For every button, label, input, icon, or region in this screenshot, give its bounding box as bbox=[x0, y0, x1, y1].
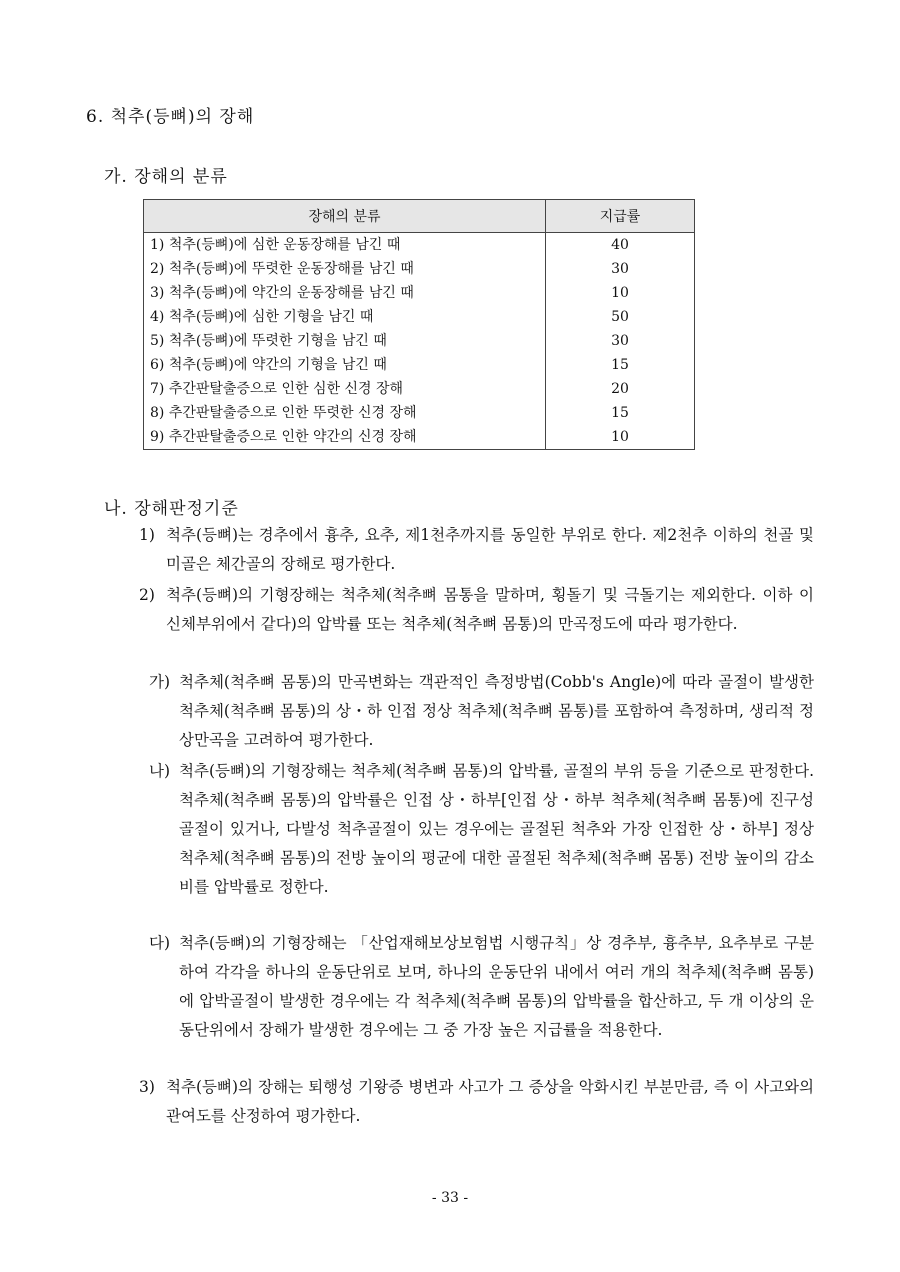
table-header-rate: 지급률 bbox=[546, 200, 695, 233]
criterion-text: 척추(등뼈)의 장해는 퇴행성 기왕증 병변과 사고가 그 증상을 악화시킨 부분만큼, 즉 이 사고와의 관여도를 산정하여 평가한다. bbox=[166, 1078, 814, 1125]
category-item: 8) 추간판탈출증으로 인한 뚜렷한 신경 장해 bbox=[150, 405, 417, 421]
rate-value: 15 bbox=[611, 405, 629, 421]
subsection-title-criteria: 나. 장해판정기준 bbox=[104, 499, 239, 519]
rate-value: 10 bbox=[611, 285, 629, 301]
table-row-group bbox=[144, 233, 695, 306]
table-row-group bbox=[144, 377, 695, 450]
category-item: 7) 추간판탈출증으로 인한 심한 신경 장해 bbox=[150, 381, 404, 397]
criterion-number: 3) bbox=[139, 1078, 155, 1096]
category-item: 4) 척추(등뼈)에 심한 기형을 남긴 때 bbox=[150, 309, 374, 325]
table-row-group bbox=[144, 305, 695, 377]
criterion-text: 척추(등뼈)의 기형장해는 척추체(척추뼈 몸통)의 압박률, 골절의 부위 등을 기준으로 판정한다. 척추체(척추뼈 몸통)의 압박률은 인접 상・하부[인접 상・하부 척추체(척추뼈 몸통)에 진구성 골절이 있거나, 다발성 척추골절이 있는 경우에는 골절된 척추와 가장 인접한 상・하부] 정상 척추체(척추뼈 몸통)의 전방 높이의 평균에 대한 골절된 척추체(척추뼈 몸통) 전방 높이의 감소비를 압박률로 정한다. bbox=[179, 762, 814, 896]
disability-rate-table bbox=[143, 199, 695, 450]
category-item: 2) 척추(등뼈)에 뚜렷한 운동장해를 남긴 때 bbox=[150, 261, 414, 277]
page-number: - 33 - bbox=[431, 1190, 469, 1206]
criterion-number: 나) bbox=[149, 762, 171, 780]
category-item: 9) 추간판탈출증으로 인한 약간의 신경 장해 bbox=[150, 429, 417, 445]
rate-value: 50 bbox=[611, 309, 629, 325]
criterion-text: 척추(등뼈)의 기형장해는 「산업재해보상보험법 시행규칙」상 경추부, 흉추부, 요추부로 구분하여 각각을 하나의 운동단위로 보며, 하나의 운동단위 내에서 여러 개의 척추체(척추뼈 몸통)에 압박골절이 발생한 경우에는 각 척추체(척추뼈 몸통)의 압박률을 합산하고, 두 개 이상의 운동단위에서 장해가 발생한 경우에는 그 중 가장 높은 지급률을 적용한다. bbox=[179, 934, 814, 1039]
rate-value: 20 bbox=[611, 381, 629, 397]
rate-value: 30 bbox=[611, 261, 629, 277]
subsection-title-classification: 가. 장해의 분류 bbox=[104, 167, 228, 187]
category-item: 6) 척추(등뼈)에 약간의 기형을 남긴 때 bbox=[150, 357, 387, 373]
criterion-text: 척추체(척추뼈 몸통)의 만곡변화는 객관적인 측정방법(Cobb's Angle)에 따라 골절이 발생한 척추체(척추뼈 몸통)의 상・하 인접 정상 척추체(척추뼈 몸통)를 포함하여 측정하며, 생리적 정상만곡을 고려하여 평가한다. bbox=[179, 673, 814, 749]
category-item: 3) 척추(등뼈)에 약간의 운동장해를 남긴 때 bbox=[150, 285, 414, 301]
criterion-number: 2) bbox=[139, 586, 155, 604]
rate-value: 30 bbox=[611, 333, 629, 349]
table-header-category: 장해의 분류 bbox=[144, 200, 546, 233]
criterion-number: 가) bbox=[149, 673, 171, 691]
section-title: 6. 척추(등뼈)의 장해 bbox=[86, 107, 255, 127]
criterion-number: 다) bbox=[149, 934, 171, 952]
criterion-number: 1) bbox=[139, 526, 155, 544]
category-item: 5) 척추(등뼈)에 뚜렷한 기형을 남긴 때 bbox=[150, 333, 387, 349]
category-item: 1) 척추(등뼈)에 심한 운동장해를 남긴 때 bbox=[150, 237, 401, 253]
rate-value: 15 bbox=[611, 357, 629, 373]
rate-value: 40 bbox=[611, 237, 629, 253]
criterion-text: 척추(등뼈)는 경추에서 흉추, 요추, 제1천추까지를 동일한 부위로 한다. 제2천추 이하의 천골 및 미골은 체간골의 장해로 평가한다. bbox=[166, 526, 814, 573]
criterion-text: 척추(등뼈)의 기형장해는 척추체(척추뼈 몸통을 말하며, 횡돌기 및 극돌기는 제외한다. 이하 이 신체부위에서 같다)의 압박률 또는 척추체(척추뼈 몸통)의 만곡정도에 따라 평가한다. bbox=[166, 586, 814, 633]
rate-value: 10 bbox=[611, 429, 629, 445]
